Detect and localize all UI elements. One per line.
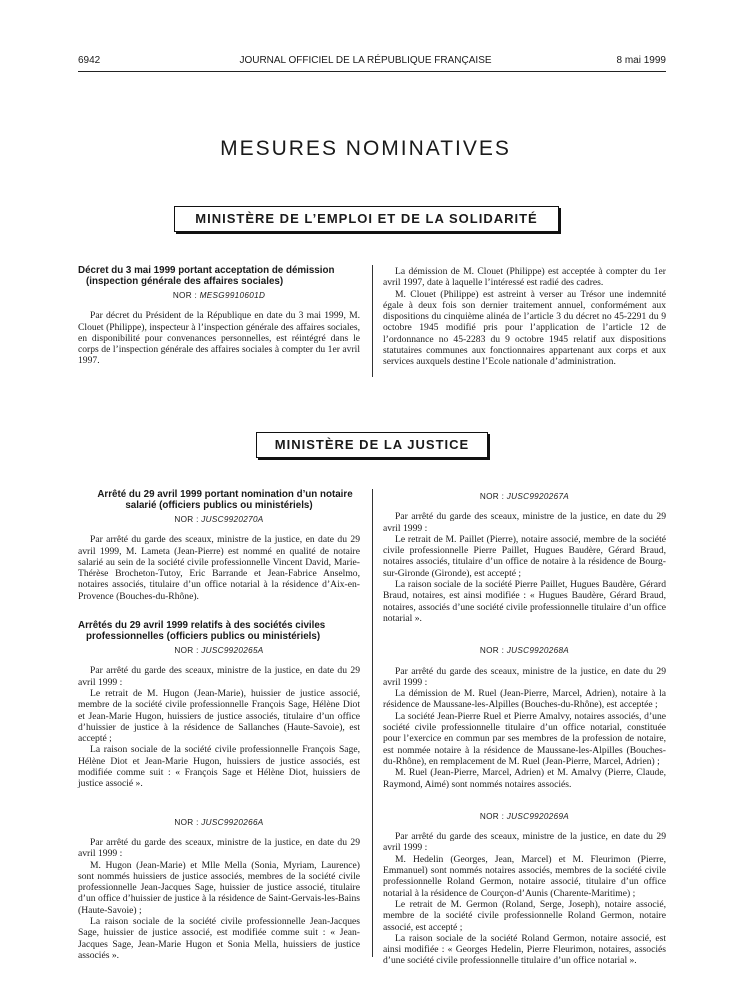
paragraph: Le retrait de M. Paillet (Pierre), notaire associé, membre de la société civile professionnelle Pierre Paillet, Hugues Baudère, Gérard Braud, notaires associés, titulaire d’un office de notaire à la résidence de Bourg-sur-Gironde (Gironde), est accepté ; [383,533,666,579]
paragraph: La raison sociale de la société civile professionnelle Jean-Jacques Sage, huissier de justice associé, est modifiée comme suit : « Jean-Jacques Sage, Jean-Marie Hugon et Sonia Mella, huissiers de justice associés ». [78,916,360,961]
justice-column-right [383,488,666,967]
paragraph: Par arrêté du garde des sceaux, ministre de la justice, en date du 29 avril 1999, M. Lameta (Jean-Pierre) est nommé en qualité de notaire salarié au sein de la société civile professionnelle Vincent David, Marie-Thérèse Brocheton-Tutoy, Eric Barrande et Jean-Fabrice Anselmo, notaires associés, titulaire d’un office notarial à la résidence d’Aix-en-Provence (Bouches-du-Rhône). [78,534,360,602]
paragraph: M. Ruel (Jean-Pierre, Marcel, Adrien) et M. Amalvy (Pierre, Claude, Raymond, Aimé) sont nommés notaires associés. [383,767,666,790]
arrete-heading: Arrêté du 29 avril 1999 portant nomination d’un notaire salarié (officiers publics ou ministériels) [97,489,353,511]
justice-column-left [78,489,360,961]
nor-reference: NOR : JUSC9920266A [174,817,264,827]
paragraph: Le retrait de M. Germon (Roland, Serge, Joseph), notaire associé, membre de la société civile professionnelle Roland Germon, notaire associé, est accepté ; [383,898,666,933]
nor-reference: NOR : JUSC9920267A [479,492,570,501]
paragraph: Par décret du Président de la République en date du 3 mai 1999, M. Clouet (Philippe), inspecteur à l’inspection générale des affaires sociales, en disponibilité pour convenances personnelles, est réintégré dans le corps de l’inspection générale des affaires sociales à compter du 1er avril 1997. [78,310,360,367]
page-number: 6942 [78,55,101,66]
paragraph: La démission de M. Clouet (Philippe) est acceptée à compter du 1er avril 1997, date à laquelle l’intéressé est radié des cadres. [383,266,666,289]
paragraph: La raison sociale de la société Pierre Paillet, Hugues Baudère, Gérard Braud, notaires, est ainsi modifiée : « Hugues Baudère, Gérard Braud, notaires, associés d’une société civile professionnelle titulaire d’un office notarial ». [383,579,666,624]
decree-heading: Décret du 3 mai 1999 portant acceptation de démission (inspection générale des affaires sociales) [78,265,335,287]
ministry-heading-emploi: MINISTÈRE DE L’EMPLOI ET DE LA SOLIDARITÉ [174,206,559,232]
paragraph: M. Clouet (Philippe) est astreint à verser au Trésor une indemnité égale à deux fois son dernier traitement annuel, conformément aux dispositions du cinquième alinéa de l’article 3 du décret no 45-2291 du 9 octobre 1945 modifié pris pour l’application de l’article 12 de l’ordonnance no 45-2283 du 9 octobre 1945 relatif aux dispositions statutaires communes aux fonctionnaires appartenant aux corps et aux services auxquels destine l’Ecole nationale d’administration. [383,288,666,368]
paragraph: La raison sociale de la société Roland Germon, notaire associé, est ainsi modifiée : « Georges Hedelin, Pierre Fleurimon, notaires, associés d’une société civile professionnelle titulaire d’un office notarial ». [383,932,666,967]
page-title: MESURES NOMINATIVES [220,137,511,160]
arrete-heading: Arrêtés du 29 avril 1999 relatifs à des sociétés civiles professionnelles (officiers publics ou ministériels) [78,620,326,643]
paragraph: Par arrêté du garde des sceaux, ministre de la justice, en date du 29 avril 1999 : [383,831,666,854]
column-divider [372,489,373,957]
paragraph: Le retrait de M. Hugon (Jean-Marie), huissier de justice associé, membre de la société civile professionnelle François Sage, Hélène Diot et Jean-Marie Hugon, huissiers de justice associés, titulaire d’un office d’huissier de justice à la résidence de Sallanches (Haute-Savoie), est accepté ; [78,687,360,745]
paragraph: Par arrêté du garde des sceaux, ministre de la justice, en date du 29 avril 1999 : [383,665,666,688]
header-rule [78,71,666,72]
nor-reference: NOR : JUSC9920270A [174,515,264,524]
decree-column-right [383,266,666,368]
column-divider [372,265,373,377]
paragraph: La démission de M. Ruel (Jean-Pierre, Marcel, Adrien), notaire à la résidence de Maussane-les-Alpilles (Bouches-du-Rhône), est acceptée ; [383,688,666,711]
nor-reference: NOR : MESG9910601D [172,291,266,300]
journal-title: JOURNAL OFFICIEL DE LA RÉPUBLIQUE FRANÇAISE [239,55,492,66]
nor-reference: NOR : JUSC9920269A [479,811,570,821]
nor-reference: NOR : JUSC9920265A [174,646,264,656]
nor-reference: NOR : JUSC9920268A [479,646,570,656]
paragraph: M. Hedelin (Georges, Jean, Marcel) et M. Fleurimon (Pierre, Emmanuel) sont nommés notaires associés, membres de la société civile professionnelle Roland Germon, notaire associé, titulaire d’un office notarial à la résidence de Courçon-d’Aunis (Charente-Maritime) ; [383,853,666,899]
issue-date: 8 mai 1999 [616,55,666,66]
paragraph: La société Jean-Pierre Ruel et Pierre Amalvy, notaires associés, d’une société civile professionnelle titulaire d’un office notarial, constituée pour l’exercice en commun par ses membres de la profession de notaire, est nommée notaire à la résidence de Maussane-les-Alpilles (Bouches-du-Rhône), en remplacement de M. Ruel (Jean-Pierre, Marcel, Adrien) ; [383,710,666,767]
paragraph: M. Hugon (Jean-Marie) et Mlle Mella (Sonia, Myriam, Laurence) sont nommés huissiers de justice associés, membres de la société civile professionnelle Jean-Jacques Sage, huissier de justice associé, titulaire d’un office d’huissier de justice à la résidence de Saint-Gervais-les-Bains (Haute-Savoie) ; [78,859,360,916]
paragraph: Par arrêté du garde des sceaux, ministre de la justice, en date du 29 avril 1999 : [78,665,360,688]
ministry-heading-justice: MINISTÈRE DE LA JUSTICE [256,432,488,458]
decree-column-left [78,265,360,367]
paragraph: Par arrêté du garde des sceaux, ministre de la justice, en date du 29 avril 1999 : [78,836,360,860]
paragraph: La raison sociale de la société civile professionnelle François Sage, Hélène Diot et Jean-Marie Hugon, huissiers de justice associés, est modifiée comme suit : « François Sage et Hélène Diot, huissiers de justice associé ». [78,744,360,790]
paragraph: Par arrêté du garde des sceaux, ministre de la justice, en date du 29 avril 1999 : [383,511,666,534]
